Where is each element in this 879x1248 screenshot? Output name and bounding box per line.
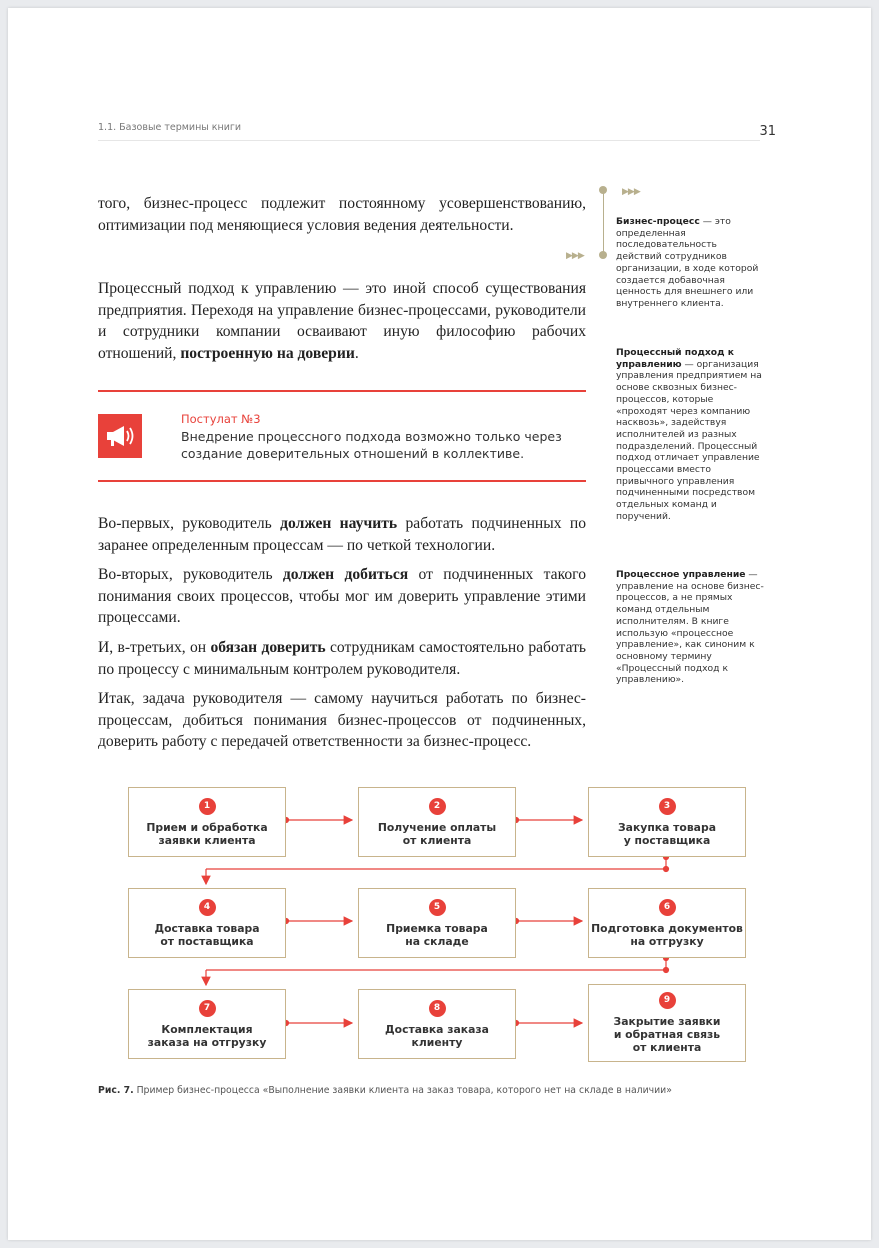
flow-step-6 [588, 888, 746, 958]
paragraph-2: Процессный подход к управлению — это иной способ существования предприятия. Переходя на управление бизнес-процессами, руководители и сотрудники компании осваивают иную философию рабочих отношений, построенную на доверии. [98, 280, 586, 362]
running-header: 1.1. Базовые термины книги [98, 122, 242, 133]
step-number-badge: 4 [199, 899, 216, 916]
step-number-badge: 2 [429, 798, 446, 815]
flow-step-9 [588, 984, 746, 1062]
step-label: Доставка товара от поставщика [154, 921, 260, 948]
postulate-text: Внедрение процессного подхода возможно только через создание доверительных отношений в коллективе. [181, 429, 562, 461]
definition-process-management: Процессное управление — управление на основе бизнес-процессов, а не прямых команд отдельным исполнителям. В книге использую «процессное управление», как синоним к основному термину «Процессный подход к управлению». [616, 569, 764, 686]
step-number-badge: 8 [429, 1000, 446, 1017]
flow-step-5 [358, 888, 516, 958]
flow-step-7 [128, 989, 286, 1059]
step-label: Подготовка документов на отгрузку [591, 921, 743, 948]
step-number-badge: 1 [199, 798, 216, 815]
step-number-badge: 3 [659, 798, 676, 815]
flow-step-3 [588, 787, 746, 857]
step-number-badge: 7 [199, 1000, 216, 1017]
paragraph-4: Во-вторых, руководитель должен добиться от подчиненных такого понимания своих процессов, чтобы мог им доверить управление этими процессами. [98, 566, 586, 626]
paragraph-5: И, в-третьих, он обязан доверить сотрудникам самостоятельно работать по процессу с минимальным контролем руководителя. [98, 639, 587, 678]
postulate-title: Постулат №3 [181, 412, 261, 426]
step-number-badge: 5 [429, 899, 446, 916]
flow-step-4 [128, 888, 286, 958]
triple-arrow-icon: ▶▶▶ [566, 250, 584, 260]
step-label: Закупка товара у поставщика [618, 820, 716, 847]
paragraph-3: Во-первых, руководитель должен научить работать подчиненных по заранее определенным процессам — по четкой технологии. [98, 515, 586, 554]
step-number-badge: 9 [659, 992, 676, 1009]
flow-step-8 [358, 989, 516, 1059]
step-label: Комплектация заказа на отгрузку [147, 1022, 267, 1049]
triple-arrow-icon: ▶▶▶ [622, 186, 640, 196]
step-label: Прием и обработка заявки клиента [146, 820, 268, 847]
step-number-badge: 6 [659, 899, 676, 916]
definition-business-process: Бизнес-процесс — это определенная последовательность действий сотрудников организации, в ходе которой создается добавочная ценность для внешнего или внутреннего клиента. [616, 216, 759, 309]
figure-caption: Рис. 7. Пример бизнес-процесса «Выполнение заявки клиента на заказ товара, которого нет на складе в наличии» [98, 1085, 672, 1096]
definition-process-approach: Процессный подход к управлению — организация управления предприятием на основе сквозных бизнес-процессов, которые «проходят через компанию насквозь», задействуя исполнителей из разных подразделений. Процессный подход отличает управление процессами вместо привычного управления подчиненными посредством отдельных команд и поручений. [616, 347, 762, 522]
flow-step-1 [128, 787, 286, 857]
step-label: Получение оплаты от клиента [377, 820, 497, 847]
step-label: Закрытие заявки и обратная связь от клиента [613, 1015, 721, 1054]
paragraph-6: Итак, задача руководителя — самому научиться работать по бизнес-процессам, добиться понимания бизнес-процессов от подчиненных, доверить работу с передачей ответственности за бизнес-процесс. [98, 690, 586, 750]
page-number: 31 [759, 124, 776, 139]
step-label: Доставка заказа клиенту [385, 1022, 489, 1049]
flow-step-2 [358, 787, 516, 857]
step-label: Приемка товара на складе [386, 921, 488, 948]
paragraph-1: того, бизнес-процесс подлежит постоянному усовершенствованию, оптимизации под меняющиеся условия ведения деятельности. [98, 195, 586, 234]
